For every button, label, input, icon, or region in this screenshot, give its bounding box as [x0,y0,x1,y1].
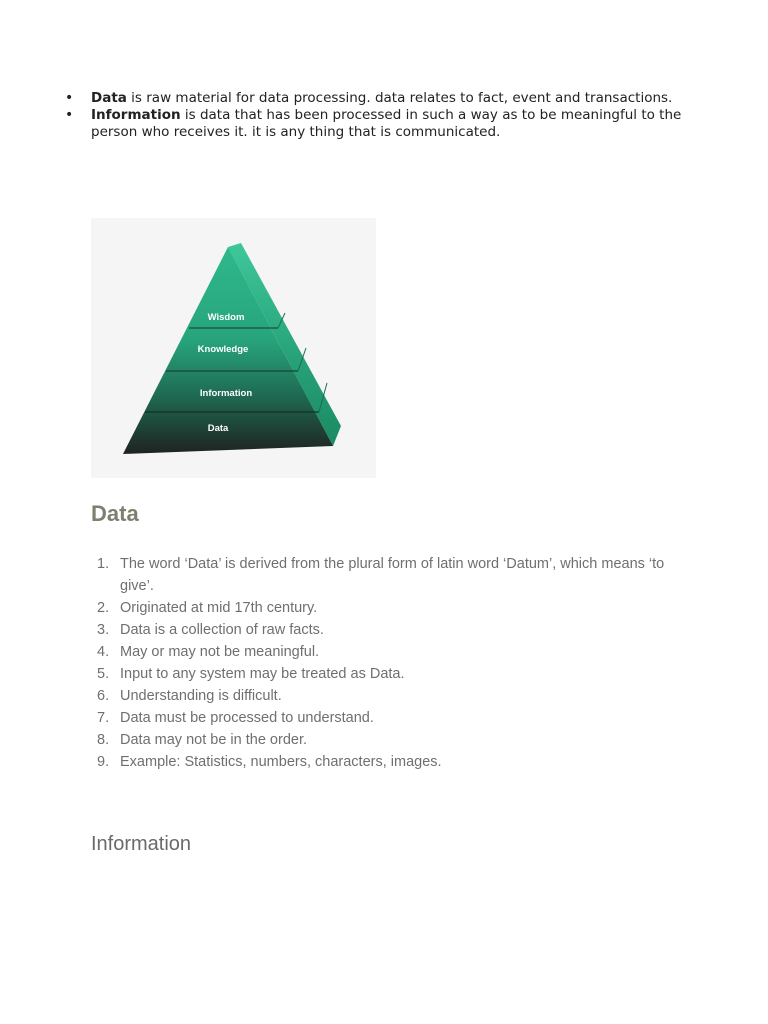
list-item [91,641,691,663]
list-number: 4. [97,644,110,660]
list-text: Input to any system may be treated as Data. [120,666,405,682]
list-number: 3. [97,622,110,638]
list-number: 6. [97,688,110,704]
list-text: Data is a collection of raw facts. [120,622,324,638]
list-text: The word ‘Data’ is derived from the plural form of latin word ‘Datum’, which means ‘to give’. [120,556,665,594]
list-text: Example: Statistics, numbers, characters, images. [120,754,442,770]
list-item [91,663,691,685]
list-text: May or may not be meaningful. [120,644,320,660]
dikw-pyramid-image [91,218,376,478]
list-number: 2. [97,600,110,616]
data-facts-list [91,553,691,773]
list-item [91,685,691,707]
bullet-term: Data [91,90,127,106]
information-section-heading: Information [91,833,192,855]
pyramid-label-knowledge: Knowledge [197,344,249,355]
list-number: 9. [97,754,110,770]
list-number: 7. [97,710,110,726]
list-item [91,729,691,751]
list-text: Data may not be in the order. [120,732,307,748]
pyramid-label-wisdom: Wisdom [207,312,245,323]
list-text: Data must be processed to understand. [120,710,374,726]
list-number: 5. [97,666,110,682]
list-item [91,619,691,641]
data-section-heading: Data [91,501,139,526]
bullet-text: is data that has been processed in such a way as to be meaningful to the person who receives it. it is any thing that is communicated. [91,107,682,140]
definition-bullet-list [62,90,702,141]
pyramid-label-data: Data [207,423,229,434]
pyramid-label-information: Information [199,388,253,399]
list-number: 8. [97,732,110,748]
bullet-term: Information [91,107,181,123]
list-item [91,707,691,729]
bullet-item-information [62,107,702,141]
list-text: Understanding is difficult. [120,688,282,704]
pyramid-graphic [91,218,376,478]
list-item [91,553,691,597]
list-number: 1. [97,556,110,572]
list-item [91,597,691,619]
list-item [91,751,691,773]
list-text: Originated at mid 17th century. [120,600,318,616]
bullet-text: is raw material for data processing. data relates to fact, event and transactions. [126,90,673,106]
bullet-item-data [62,90,702,107]
